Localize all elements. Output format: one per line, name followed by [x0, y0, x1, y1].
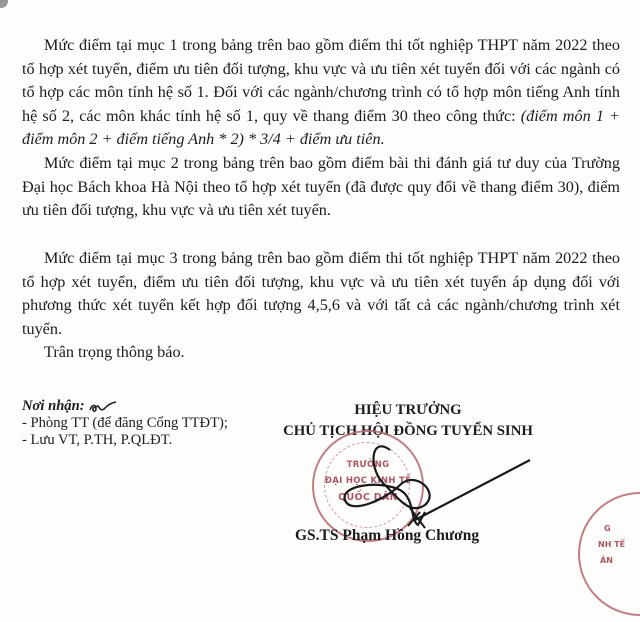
partial-seal-line1: G: [604, 524, 611, 533]
partial-seal-line2: NH TẾ: [598, 540, 626, 549]
recipient-item: - Lưu VT, P.TH, P.QLĐT.: [22, 432, 173, 448]
signature-title-line1: HIỆU TRƯỞNG: [354, 402, 462, 418]
seal-text-line1: TRƯỜNG: [346, 460, 390, 470]
formula-text: (điểm môn 1 + điểm môn 2 + điểm tiếng Anh * 2) * 3/4 + điểm ưu tiên.: [22, 106, 620, 148]
signer-name: GS.TS Phạm Hồng Chương: [295, 527, 480, 544]
scan-corner-mark: [0, 0, 8, 8]
seal-text-line2: ĐẠI HỌC KINH TẾ: [324, 476, 412, 486]
paragraph-1-text: Mức điểm tại mục 1 trong bảng trên bao gồm điểm thi tốt nghiệp THPT năm 2022 theo tổ hợp xét tuyển, điểm ưu tiên đối tượng, khu vực và ưu tiên xét tuyển đối với các ngành có tổ hợp các môn tính hệ số 1. Đối với các ngành/chương trình có tổ hợp môn tiếng Anh tính hệ số 2, các môn khác tính hệ số 1, quy về thang điểm 30 theo công thức:: [22, 36, 620, 125]
signature-title-line2: CHỦ TỊCH HỘI ĐỒNG TUYỂN SINH: [283, 423, 533, 439]
partial-seal-line3: ÂN: [600, 556, 613, 565]
seal-text-line3: QUỐC DÂN: [338, 492, 398, 503]
paragraph-muc-2: [22, 152, 620, 223]
handwritten-signature-icon: [330, 430, 560, 540]
recipients-title: Nơi nhận:: [22, 398, 85, 414]
closing-line: Trân trọng thông báo.: [44, 343, 185, 361]
partial-seal: [578, 492, 640, 616]
recipient-item: - Phòng TT (để đăng Cổng TTĐT);: [22, 415, 228, 431]
paragraph-muc-3: [22, 247, 620, 341]
recipients-block: [22, 398, 228, 449]
paragraph-2-text: Mức điểm tại mục 2 trong bảng trên bao gồm điểm bài thi đánh giá tư duy của Trường Đại học Bách khoa Hà Nội theo tổ hợp xét tuyển (đã được quy đổi về thang điểm 30), điểm ưu tiên đối tượng, khu vực và ưu tiên xét tuyển.: [22, 154, 620, 219]
paragraph-muc-1: [22, 34, 620, 152]
initial-signature-icon: [88, 400, 118, 414]
paragraph-3-text: Mức điểm tại mục 3 trong bảng trên bao gồm điểm thi tốt nghiệp THPT năm 2022 theo tổ hợp xét tuyển, điểm ưu tiên đối tượng, khu vực và ưu tiên xét tuyển áp dụng đối với phương thức xét tuyển kết hợp đối tượng 4,5,6 và với tất cả các ngành/chương trình xét tuyển.: [22, 249, 620, 338]
